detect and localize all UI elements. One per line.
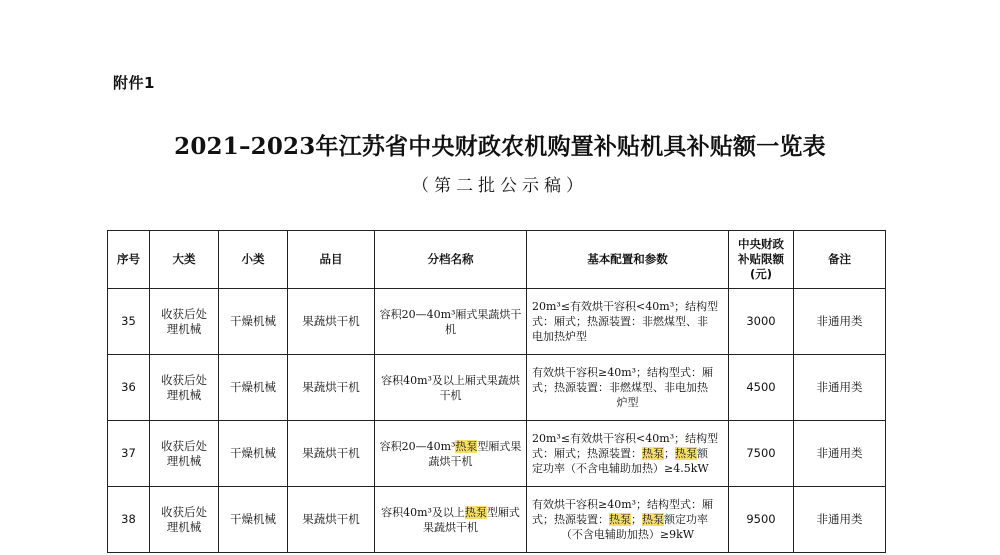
- cell-no: 38: [108, 487, 150, 553]
- cell-category: [150, 487, 219, 553]
- cell-subcategory: 干燥机械: [219, 421, 288, 487]
- cell-item: 果蔬烘干机: [288, 421, 375, 487]
- cell-config-line1: 20m³≤有效烘干容积<40m³；结构型: [532, 300, 719, 313]
- cell-category-line2: 理机械: [166, 453, 202, 468]
- header-remark: 备注: [794, 231, 886, 289]
- cell-config-line1: 20m³≤有效烘干容积<40m³；结构型: [532, 432, 719, 445]
- cell-grade-text: 容积20—40m³: [379, 439, 456, 453]
- cell-config-line3: 电加热炉型: [532, 330, 587, 343]
- cell-category: [150, 289, 219, 355]
- cell-config-line3: 定功率（不含电辅助加热）≥4.5kW: [532, 462, 709, 475]
- table-row: [108, 421, 886, 487]
- cell-config-line2: 式：厢式；热源装置：非燃煤型、非: [532, 315, 708, 328]
- cell-config-line3: 炉型: [616, 396, 639, 409]
- attachment-label: 附件1: [113, 74, 155, 92]
- cell-config-text: 额定功率: [664, 513, 708, 526]
- cell-category-line1: 收获后处: [161, 438, 207, 453]
- cell-config-line2: 式；热源装置：非燃煤型、非电加热: [532, 381, 708, 394]
- heat-pump-highlight: 热泵: [675, 447, 697, 460]
- header-subsidy-limit-line2: 补贴限额: [738, 252, 784, 266]
- cell-grade-line1: 容积20—40m³厢式果蔬烘干: [379, 307, 522, 321]
- header-subsidy-limit-line1: 中央财政: [738, 237, 784, 251]
- cell-category: [150, 355, 219, 421]
- subsidy-table: [107, 230, 886, 553]
- cell-no: 35: [108, 289, 150, 355]
- heat-pump-highlight: 热泵: [642, 447, 664, 460]
- cell-grade-name: [375, 355, 527, 421]
- cell-no: 36: [108, 355, 150, 421]
- cell-subcategory: 干燥机械: [219, 289, 288, 355]
- cell-config-line3: （不含电辅助加热）≥9kW: [560, 528, 695, 541]
- cell-subsidy: 7500: [729, 421, 794, 487]
- document-title: 2021–2023年江苏省中央财政农机购置补贴机具补贴额一览表: [174, 133, 826, 160]
- header-subcategory: 小类: [219, 231, 288, 289]
- cell-config-text: 式；热源装置：: [532, 513, 609, 526]
- table-row: [108, 487, 886, 553]
- header-subsidy-limit: [729, 231, 794, 289]
- cell-grade-text: 型厢式果: [477, 439, 522, 453]
- header-grade-name: 分档名称: [375, 231, 527, 289]
- cell-category-line2: 理机械: [166, 387, 202, 402]
- cell-grade-line1: [379, 439, 522, 454]
- table-row: [108, 289, 886, 355]
- heat-pump-highlight: 热泵: [455, 439, 478, 453]
- cell-category-line2: 理机械: [166, 321, 202, 336]
- header-category: 大类: [150, 231, 219, 289]
- cell-grade-line2: 干机: [439, 388, 462, 402]
- cell-category-line1: 收获后处: [161, 504, 207, 519]
- cell-grade-text: 型厢式: [486, 505, 520, 519]
- cell-item: 果蔬烘干机: [288, 355, 375, 421]
- cell-grade-name: [375, 289, 527, 355]
- cell-grade-name: [375, 421, 527, 487]
- cell-subsidy: 3000: [729, 289, 794, 355]
- cell-grade-line1: 容积40m³及以上厢式果蔬烘: [381, 373, 520, 387]
- heat-pump-highlight: 热泵: [642, 513, 664, 526]
- cell-config-line1: 有效烘干容积≥40m³；结构型式：厢: [532, 498, 714, 511]
- table-row: [108, 355, 886, 421]
- cell-config: [527, 289, 729, 355]
- document-subtitle: （第二批公示稿）: [412, 176, 588, 196]
- header-config: 基本配置和参数: [527, 231, 729, 289]
- cell-subcategory: 干燥机械: [219, 355, 288, 421]
- cell-category-line1: 收获后处: [161, 372, 207, 387]
- cell-remark: 非通用类: [794, 421, 886, 487]
- cell-grade-name: [375, 487, 527, 553]
- cell-subsidy: 4500: [729, 355, 794, 421]
- cell-category: [150, 421, 219, 487]
- cell-grade-line1: [379, 505, 522, 520]
- cell-grade-line2: 果蔬烘干机: [423, 520, 478, 534]
- cell-grade-line2: 机: [445, 322, 456, 336]
- cell-category-line2: 理机械: [166, 519, 202, 534]
- heat-pump-highlight: 热泵: [609, 513, 631, 526]
- cell-remark: 非通用类: [794, 289, 886, 355]
- cell-config-text: 式：厢式；热源装置：: [532, 447, 642, 460]
- cell-category-line1: 收获后处: [161, 306, 207, 321]
- cell-subcategory: 干燥机械: [219, 487, 288, 553]
- cell-remark: 非通用类: [794, 355, 886, 421]
- cell-config-text: ；: [631, 513, 642, 526]
- cell-config: [527, 487, 729, 553]
- cell-config: [527, 421, 729, 487]
- cell-config-line2: [532, 512, 723, 527]
- cell-config: [527, 355, 729, 421]
- cell-config-line2: [532, 446, 723, 461]
- cell-remark: 非通用类: [794, 487, 886, 553]
- cell-no: 37: [108, 421, 150, 487]
- header-no: 序号: [108, 231, 150, 289]
- cell-grade-text: 容积40m³及以上: [381, 505, 465, 519]
- cell-config-text: 额: [697, 447, 708, 460]
- cell-item: 果蔬烘干机: [288, 487, 375, 553]
- header-item: 品目: [288, 231, 375, 289]
- cell-item: 果蔬烘干机: [288, 289, 375, 355]
- header-subsidy-limit-line3: (元): [749, 267, 772, 281]
- heat-pump-highlight: 热泵: [464, 505, 487, 519]
- table-header-row: [108, 231, 886, 289]
- cell-subsidy: 9500: [729, 487, 794, 553]
- cell-config-line1: 有效烘干容积≥40m³；结构型式：厢: [532, 366, 714, 379]
- cell-grade-line2: 蔬烘干机: [428, 454, 473, 468]
- cell-config-text: ；: [664, 447, 675, 460]
